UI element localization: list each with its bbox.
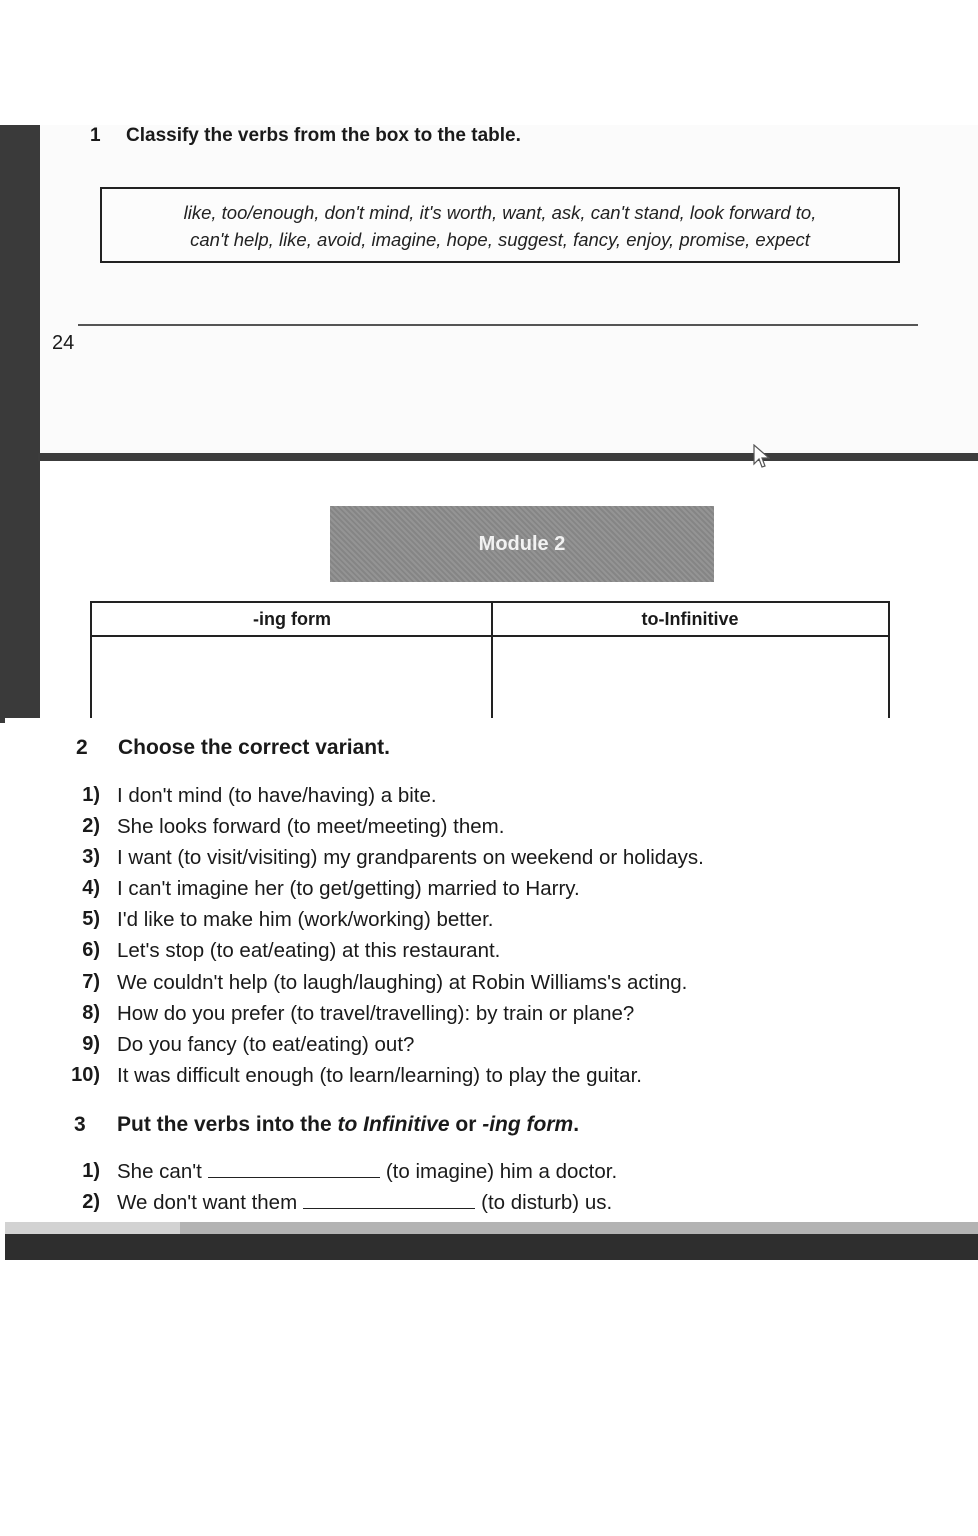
list-item-number: 5) bbox=[82, 908, 100, 930]
list-item: Let's stop (to eat/eating) at this restaurant. bbox=[117, 939, 501, 962]
page-divider bbox=[38, 453, 978, 461]
page-number: 24 bbox=[52, 332, 75, 354]
exercise-3-title-prefix: Put the verbs into the bbox=[117, 1113, 338, 1136]
exercise-1-number: 1 bbox=[90, 125, 101, 146]
gap-prefix-text: She can't bbox=[117, 1160, 202, 1183]
exercise-3-title-suffix: . bbox=[573, 1113, 580, 1136]
list-item-number: 9) bbox=[82, 1033, 100, 1055]
answer-blank[interactable] bbox=[208, 1176, 380, 1178]
table-header-to-infinitive: to-Infinitive bbox=[492, 603, 888, 637]
list-item bbox=[117, 1191, 612, 1215]
list-item-number: 1) bbox=[82, 1160, 100, 1182]
ruled-line bbox=[78, 324, 918, 326]
gap-suffix-text: (to imagine) him a doctor. bbox=[385, 1160, 618, 1183]
list-item: She looks forward (to meet/meeting) them. bbox=[117, 815, 505, 838]
list-item-number: 8) bbox=[82, 1002, 100, 1024]
list-item: I can't imagine her (to get/getting) married to Harry. bbox=[117, 877, 580, 900]
list-item: How do you prefer (to travel/travelling): by train or plane? bbox=[117, 1002, 635, 1025]
scrollbar-thumb[interactable] bbox=[5, 1222, 180, 1234]
list-item: I'd like to make him (work/working) better. bbox=[117, 908, 494, 931]
module-label: Module 2 bbox=[478, 532, 566, 555]
list-item: I don't mind (to have/having) a bite. bbox=[117, 784, 437, 807]
exercise-3-title bbox=[117, 1113, 579, 1137]
exercise-3-number: 3 bbox=[74, 1113, 86, 1136]
list-item: We couldn't help (to laugh/laughing) at Robin Williams's acting. bbox=[117, 971, 688, 994]
list-item-number: 2) bbox=[82, 1191, 100, 1213]
list-item-number: 7) bbox=[82, 971, 100, 993]
list-item-number: 4) bbox=[82, 877, 100, 899]
verb-box-line-1: like, too/enough, don't mind, it's worth, want, ask, can't stand, look forward to, bbox=[183, 202, 817, 223]
module-banner bbox=[330, 506, 714, 582]
bottom-bar bbox=[5, 1234, 978, 1260]
list-item-number: 10) bbox=[71, 1064, 100, 1086]
exercise-3-title-mid: or bbox=[449, 1113, 483, 1136]
verb-box bbox=[100, 187, 900, 263]
mouse-pointer-icon bbox=[752, 444, 770, 470]
list-item bbox=[117, 1160, 617, 1184]
list-item-number: 2) bbox=[82, 815, 100, 837]
table-column-divider bbox=[491, 603, 493, 723]
list-item: Do you fancy (to eat/eating) out? bbox=[117, 1033, 415, 1056]
gap-prefix-text: We don't want them bbox=[117, 1191, 298, 1214]
list-item-number: 1) bbox=[82, 784, 100, 806]
list-item-number: 6) bbox=[82, 939, 100, 961]
verb-box-line-2: can't help, like, avoid, imagine, hope, suggest, fancy, enjoy, promise, expect bbox=[190, 229, 810, 250]
table-header-ing-form: -ing form bbox=[92, 603, 492, 637]
exercise-3-title-ing-form: -ing form bbox=[482, 1113, 574, 1136]
exercise-2-title: Choose the correct variant. bbox=[118, 736, 390, 759]
exercise-2-number: 2 bbox=[76, 736, 88, 759]
list-item-number: 3) bbox=[82, 846, 100, 868]
exercise-1-title: Classify the verbs from the box to the table. bbox=[126, 125, 521, 146]
answer-blank[interactable] bbox=[303, 1207, 475, 1209]
gap-suffix-text: (to disturb) us. bbox=[481, 1191, 613, 1214]
list-item: It was difficult enough (to learn/learning) to play the guitar. bbox=[117, 1064, 642, 1087]
scan-left-edge bbox=[0, 125, 40, 723]
upper-page bbox=[40, 125, 978, 455]
exercise-3-title-to-infinitive: to Infinitive bbox=[337, 1113, 450, 1136]
list-item: I want (to visit/visiting) my grandparents on weekend or holidays. bbox=[117, 846, 704, 869]
classification-table bbox=[90, 601, 890, 723]
